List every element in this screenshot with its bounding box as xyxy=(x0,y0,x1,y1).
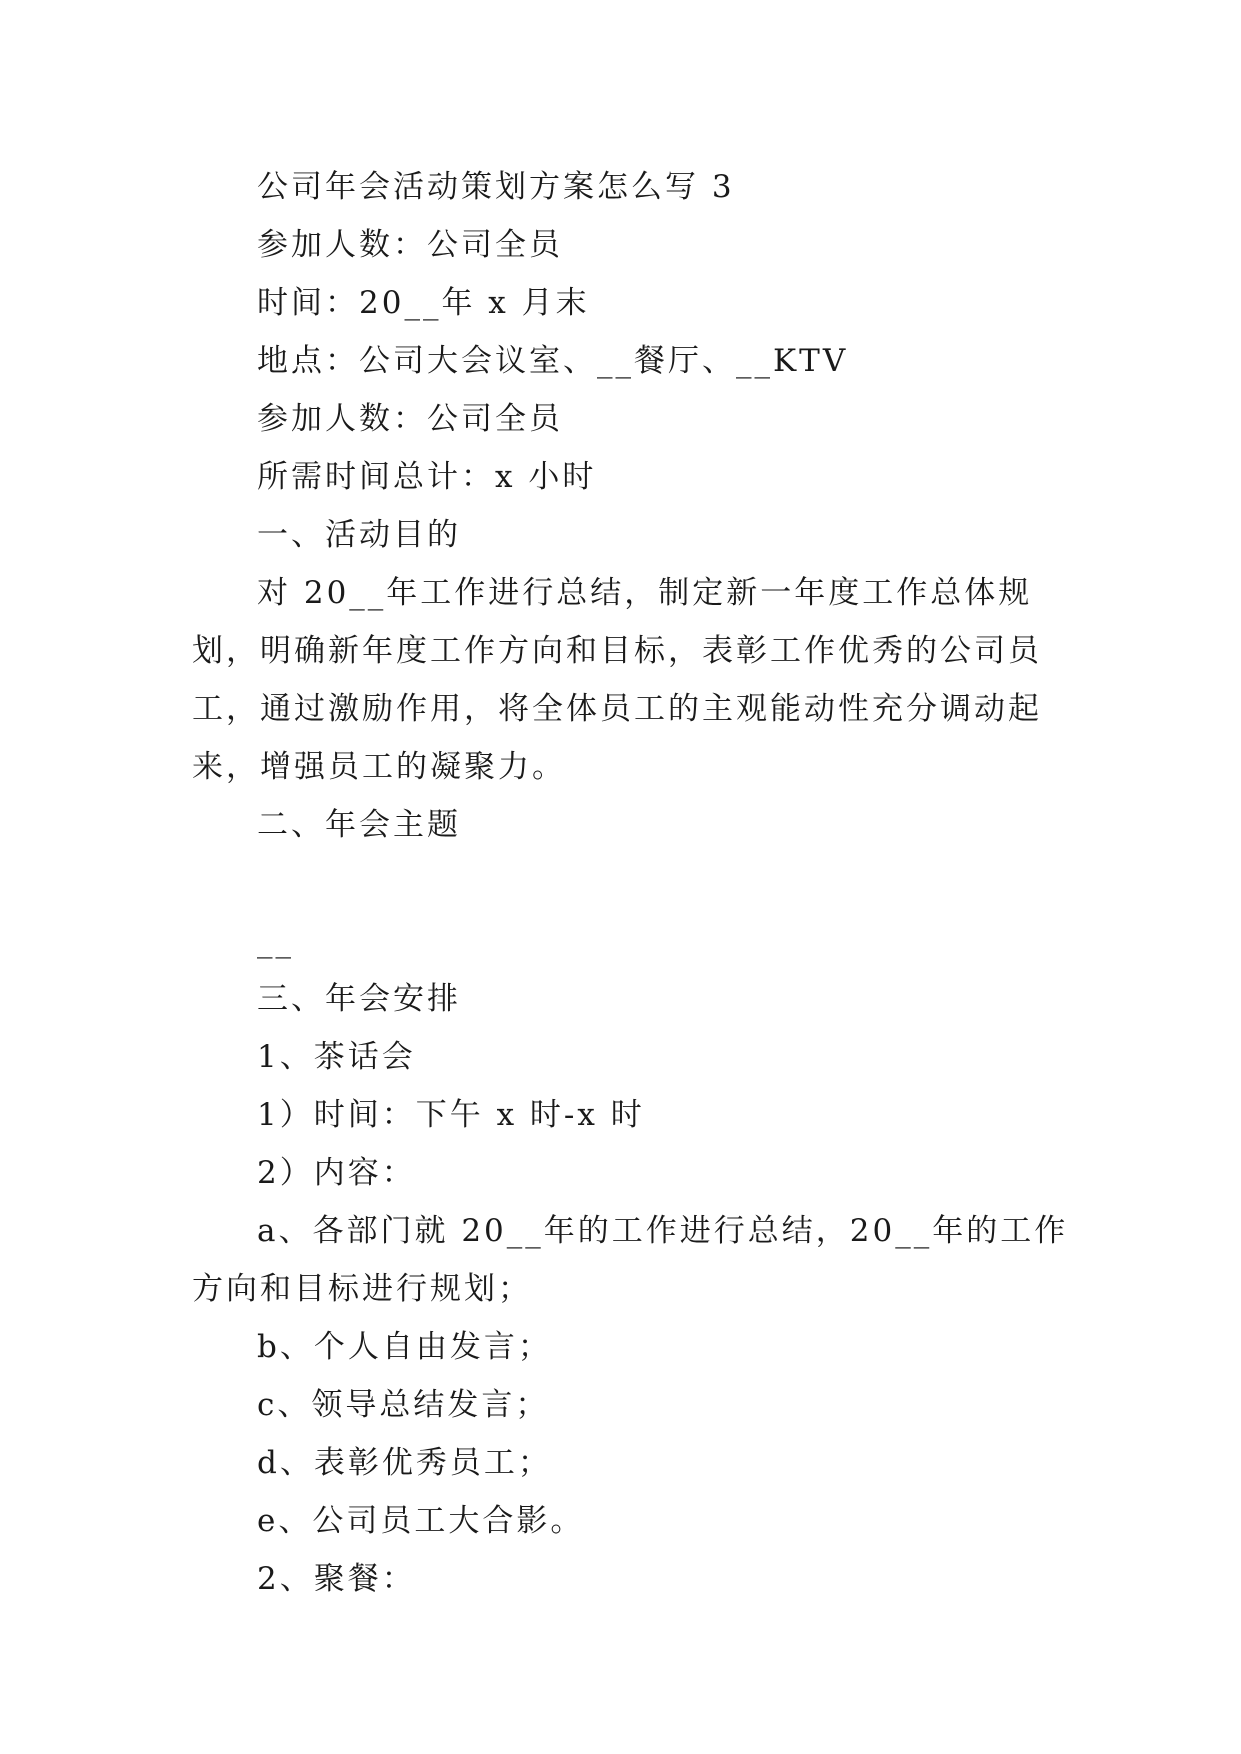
document-title: 公司年会活动策划方案怎么写 3 xyxy=(257,169,735,205)
content-item-c: c、领导总结发言； xyxy=(257,1387,550,1423)
theme-placeholder xyxy=(192,854,1072,970)
total-time-line: 所需时间总计：x 小时 xyxy=(257,459,597,495)
document-body xyxy=(192,158,1072,1608)
location-line: 地点：公司大会议室、__餐厅、__KTV xyxy=(257,343,849,379)
time-line: 时间：20__年 x 月末 xyxy=(257,285,590,321)
purpose-paragraph: 对 20__年工作进行总结，制定新一年度工作总体规划，明确新年度工作方向和目标，表彰工作优秀的公司员工，通过激励作用，将全体员工的主观能动性充分调动起来，增强员工的凝聚力。 xyxy=(192,575,1042,785)
participants-line-repeat: 参加人数：公司全员 xyxy=(257,401,563,437)
section-heading-arrangement: 三、年会安排 xyxy=(257,981,461,1017)
tea-party-time: 1）时间：下午 x 时-x 时 xyxy=(257,1097,645,1133)
content-item-a: a、各部门就 20__年的工作进行总结，20__年的工作方向和目标进行规划； xyxy=(192,1213,1069,1307)
content-item-d: d、表彰优秀员工； xyxy=(257,1445,552,1481)
content-item-b: b、个人自由发言； xyxy=(257,1329,552,1365)
section-heading-purpose: 一、活动目的 xyxy=(257,517,461,553)
section-heading-theme: 二、年会主题 xyxy=(257,807,461,843)
item-tea-party: 1、茶话会 xyxy=(257,1039,416,1075)
participants-line: 参加人数：公司全员 xyxy=(257,227,563,263)
theme-blank-text: __ xyxy=(257,923,294,959)
content-item-e: e、公司员工大合影。 xyxy=(257,1503,585,1539)
tea-party-content-label: 2）内容： xyxy=(257,1155,416,1191)
item-dinner: 2、聚餐： xyxy=(257,1561,416,1597)
